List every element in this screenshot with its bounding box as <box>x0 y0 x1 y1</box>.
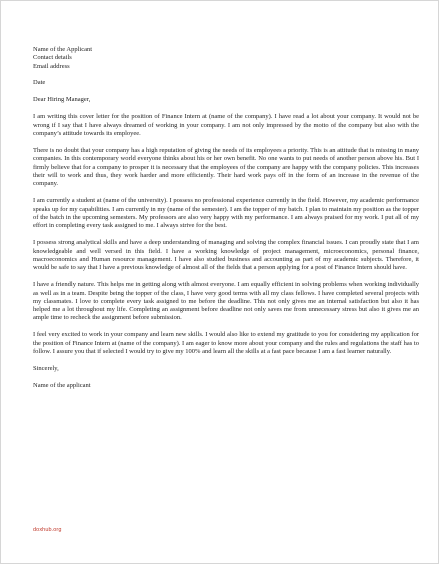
email-address: Email address <box>33 62 70 70</box>
paragraph-intro: I am writing this cover letter for the position of Finance Intern at (name of the company). I have read a lot about your company. It would not be wrong if I say that I have always dreamed of working in your company. I am not only impressed by the motto of the company but also with the company’s attitude towards its employee. <box>33 113 419 137</box>
salutation: Dear Hiring Manager, <box>33 95 91 103</box>
contact-details: Contact details <box>33 54 72 62</box>
signature-name: Name of the applicant <box>33 381 91 389</box>
paragraph-closing: I feel very excited to work in your company and learn new skills. I would also like to extend my gratitude to you for considering my application for the position of Finance Intern at (name of the company). I am eager to know more about your company and the rules and regulations the staff has to follow. I assure you that if selected I would try to give my 100% and learn all the skills at a fast pace because I am a fast learner naturally. <box>33 331 419 356</box>
date: Date <box>33 79 46 87</box>
footer-watermark: doxhub.org <box>33 527 62 533</box>
applicant-name: Name of the Applicant <box>33 46 93 53</box>
paragraph-skills: I possess strong analytical skills and have a deep understanding of managing and solving the complex financial issues. I can proudly state that I am knowledgeable and well versed in this field. I have a working knowledge of project management, microeconomics, personal finance, macroeconomics and Human resource management. I have also studied business and accounting as part of my academic subjects. Therefore, it would be safe to say that I have a previous knowledge of almost all of the fields that a person applying for a post of Finance Intern should have. <box>33 239 419 272</box>
closing: Sincerely, <box>33 365 59 373</box>
letter-body <box>33 46 419 390</box>
paragraph-personality: I have a friendly nature. This helps me in getting along with almost everyone. I am equally efficient in solving problems when working individually as well as in a team. Despite being the topper of the class, I have very good terms with all my class fellows. I have completed several projects with my classmates. I love to complete every task assigned to me before the deadline. This not only gives me an internal satisfaction but also it has helped me a lot throughout my life. Completing an assignment before deadline not only saves me from unnecessary stress but also it gives me an ample time to recheck the assignment before submission. <box>33 281 419 322</box>
paragraph-company-reputation: There is no doubt that your company has a high reputation of giving the needs of its employees a priority. This is an attitude that is missing in many companies. In this contemporary world everyone thinks about his or her own benefit. No one wants to put needs of another person above his. But I firmly believe that for a company to prosper it is necessary that the employees of the company are happy with the company policies. This increases their will to work and thus, they work harder and more efficiently. Their hard work pays off in the form of an increase in the revenue of the company. <box>33 146 419 188</box>
paragraph-education: I am currently a student at (name of the university). I possess no professional experience currently in the field. However, my academic performance speaks up for my capabilities. I am currently in my (name of the semester). I am the topper of my batch. I plan to maintain my position as the topper of the batch in the upcoming semesters. My professors are also very happy with my performance. I am always praised for my work. I put all of my effort in completing every task assigned to me. I always strive for the best. <box>33 197 419 230</box>
